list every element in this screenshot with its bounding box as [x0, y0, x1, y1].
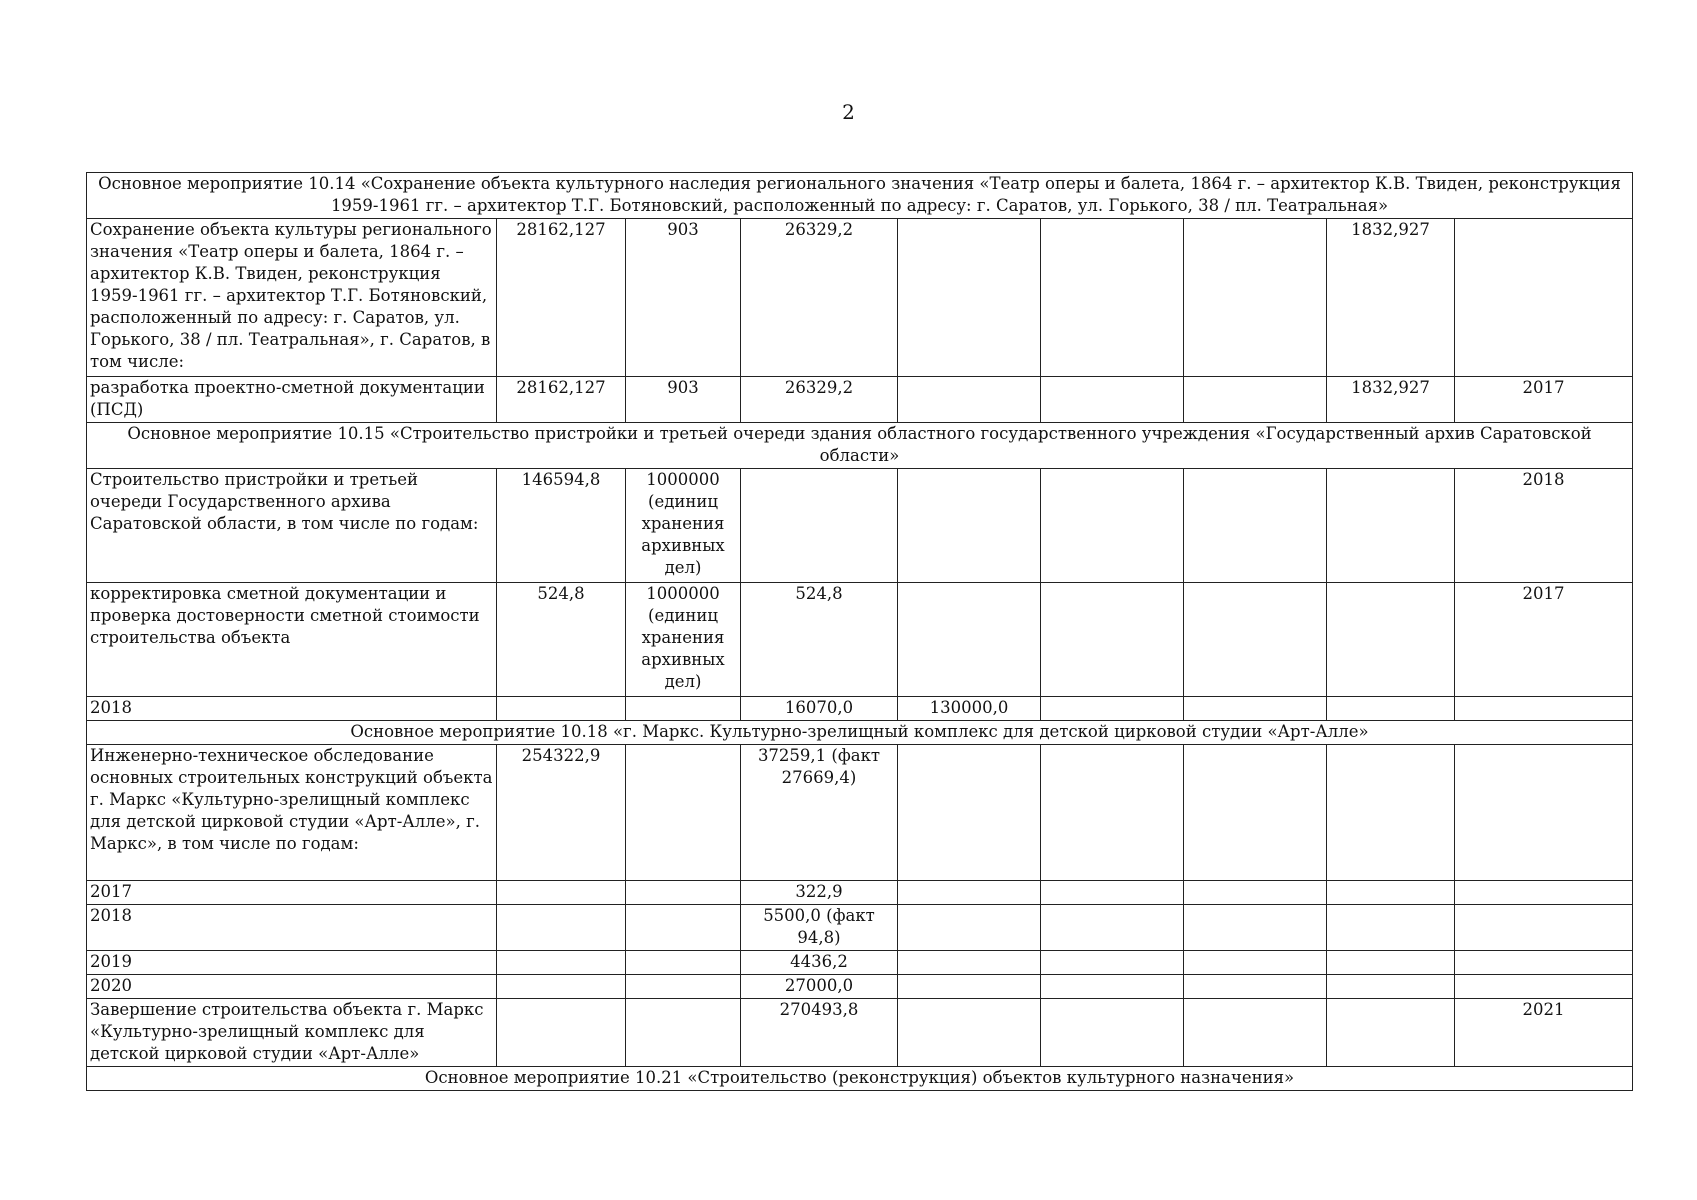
table-row: [87, 999, 1633, 1067]
cell-capacity: [626, 975, 741, 999]
cell-total: [497, 999, 626, 1067]
cell-value-2: [898, 951, 1041, 975]
cell-value-2: [898, 583, 1041, 697]
cell-value-2: 130000,0: [898, 697, 1041, 721]
cell-capacity: 903: [626, 219, 741, 377]
cell-capacity: 1000000 (единиц хранения архивных дел): [626, 583, 741, 697]
cell-capacity: [626, 745, 741, 881]
cell-year: 2017: [1455, 377, 1633, 423]
cell-description: 2017: [87, 881, 497, 905]
cell-value-2: [898, 219, 1041, 377]
cell-description: Сохранение объекта культуры регионального значения «Театр оперы и балета, 1864 г. – архитектор К.В. Твиден, реконструкция 1959-1961 гг. – архитектор Т.Г. Ботяновский, расположенный по адресу: г. Саратов, ул. Горького, 38 / пл. Театральная», г. Саратов, в том числе:: [87, 219, 497, 377]
cell-year: 2018: [1455, 469, 1633, 583]
section-title: Основное мероприятие 10.21 «Строительство (реконструкция) объектов культурного назначения»: [87, 1067, 1633, 1091]
cell-capacity: [626, 999, 741, 1067]
cell-value-4: [1184, 881, 1327, 905]
cell-value-1: 322,9: [741, 881, 898, 905]
cell-total: 28162,127: [497, 377, 626, 423]
section-row-10-14: [87, 173, 1633, 219]
cell-value-5: [1327, 469, 1455, 583]
cell-value-5: [1327, 975, 1455, 999]
cell-year: [1455, 951, 1633, 975]
section-row-10-18: [87, 721, 1633, 745]
cell-value-3: [1041, 583, 1184, 697]
cell-description: 2018: [87, 697, 497, 721]
cell-value-3: [1041, 905, 1184, 951]
cell-value-5: [1327, 999, 1455, 1067]
cell-value-3: [1041, 999, 1184, 1067]
cell-value-3: [1041, 881, 1184, 905]
cell-value-1: 26329,2: [741, 377, 898, 423]
cell-total: [497, 905, 626, 951]
cell-value-4: [1184, 697, 1327, 721]
cell-total: 146594,8: [497, 469, 626, 583]
program-table: [86, 172, 1633, 1091]
cell-value-5: [1327, 881, 1455, 905]
cell-value-4: [1184, 999, 1327, 1067]
cell-total: [497, 697, 626, 721]
cell-capacity: [626, 905, 741, 951]
cell-value-2: [898, 905, 1041, 951]
cell-value-5: [1327, 745, 1455, 881]
cell-value-4: [1184, 975, 1327, 999]
cell-value-5: [1327, 951, 1455, 975]
cell-description: 2019: [87, 951, 497, 975]
cell-value-3: [1041, 219, 1184, 377]
cell-value-2: [898, 999, 1041, 1067]
cell-capacity: [626, 951, 741, 975]
cell-value-1: 5500,0 (факт 94,8): [741, 905, 898, 951]
cell-year: [1455, 697, 1633, 721]
cell-capacity: [626, 881, 741, 905]
cell-value-5: [1327, 905, 1455, 951]
cell-value-5: 1832,927: [1327, 377, 1455, 423]
table-row: [87, 219, 1633, 377]
cell-year: [1455, 905, 1633, 951]
cell-value-4: [1184, 745, 1327, 881]
cell-value-3: [1041, 951, 1184, 975]
cell-total: [497, 951, 626, 975]
cell-value-2: [898, 975, 1041, 999]
cell-value-1: 524,8: [741, 583, 898, 697]
section-title: Основное мероприятие 10.14 «Сохранение объекта культурного наследия регионального значения «Театр оперы и балета, 1864 г. – архитектор К.В. Твиден, реконструкция 1959-1961 гг. – архитектор Т.Г. Ботяновский, расположенный по адресу: г. Саратов, ул. Горького, 38 / пл. Театральная»: [87, 173, 1633, 219]
cell-description: Строительство пристройки и третьей очереди Государственного архива Саратовской области, в том числе по годам:: [87, 469, 497, 583]
cell-year: 2021: [1455, 999, 1633, 1067]
table-row: [87, 975, 1633, 999]
cell-value-1: 26329,2: [741, 219, 898, 377]
cell-description: Инженерно-техническое обследование основных строительных конструкций объекта г. Маркс «Культурно-зрелищный комплекс для детской цирковой студии «Арт-Алле», г. Маркс», в том числе по годам:: [87, 745, 497, 881]
cell-capacity: [626, 697, 741, 721]
cell-total: 524,8: [497, 583, 626, 697]
cell-value-4: [1184, 583, 1327, 697]
cell-value-3: [1041, 377, 1184, 423]
cell-capacity: 1000000 (единиц хранения архивных дел): [626, 469, 741, 583]
cell-value-1: [741, 469, 898, 583]
cell-year: 2017: [1455, 583, 1633, 697]
table-row: [87, 583, 1633, 697]
cell-value-4: [1184, 219, 1327, 377]
cell-total: [497, 975, 626, 999]
cell-description: 2018: [87, 905, 497, 951]
table-row: [87, 377, 1633, 423]
table-row: [87, 951, 1633, 975]
cell-year: [1455, 219, 1633, 377]
table-row: [87, 745, 1633, 881]
cell-value-1: 270493,8: [741, 999, 898, 1067]
cell-value-1: 16070,0: [741, 697, 898, 721]
cell-value-2: [898, 881, 1041, 905]
table-row: [87, 905, 1633, 951]
cell-value-4: [1184, 905, 1327, 951]
cell-value-2: [898, 377, 1041, 423]
cell-year: [1455, 745, 1633, 881]
page-number: 2: [842, 100, 855, 124]
table-row: [87, 697, 1633, 721]
cell-value-5: [1327, 697, 1455, 721]
cell-value-1: 37259,1 (факт 27669,4): [741, 745, 898, 881]
cell-value-2: [898, 469, 1041, 583]
cell-total: 254322,9: [497, 745, 626, 881]
cell-description: Завершение строительства объекта г. Маркс «Культурно-зрелищный комплекс для детской цирковой студии «Арт-Алле»: [87, 999, 497, 1067]
cell-description: разработка проектно-сметной документации (ПСД): [87, 377, 497, 423]
section-title: Основное мероприятие 10.15 «Строительство пристройки и третьей очереди здания областного государственного учреждения «Государственный архив Саратовской области»: [87, 423, 1633, 469]
cell-value-4: [1184, 469, 1327, 583]
cell-capacity: 903: [626, 377, 741, 423]
cell-value-4: [1184, 951, 1327, 975]
cell-total: 28162,127: [497, 219, 626, 377]
cell-year: [1455, 975, 1633, 999]
cell-value-1: 27000,0: [741, 975, 898, 999]
section-title: Основное мероприятие 10.18 «г. Маркс. Культурно-зрелищный комплекс для детской цирковой студии «Арт-Алле»: [87, 721, 1633, 745]
cell-value-4: [1184, 377, 1327, 423]
cell-value-2: [898, 745, 1041, 881]
cell-value-3: [1041, 697, 1184, 721]
cell-total: [497, 881, 626, 905]
cell-value-3: [1041, 745, 1184, 881]
cell-value-3: [1041, 469, 1184, 583]
section-row-10-21: [87, 1067, 1633, 1091]
cell-value-3: [1041, 975, 1184, 999]
cell-value-5: [1327, 583, 1455, 697]
cell-description: корректировка сметной документации и проверка достоверности сметной стоимости строительства объекта: [87, 583, 497, 697]
cell-value-1: 4436,2: [741, 951, 898, 975]
section-row-10-15: [87, 423, 1633, 469]
table-row: [87, 469, 1633, 583]
cell-description: 2020: [87, 975, 497, 999]
table-row: [87, 881, 1633, 905]
cell-value-5: 1832,927: [1327, 219, 1455, 377]
cell-year: [1455, 881, 1633, 905]
